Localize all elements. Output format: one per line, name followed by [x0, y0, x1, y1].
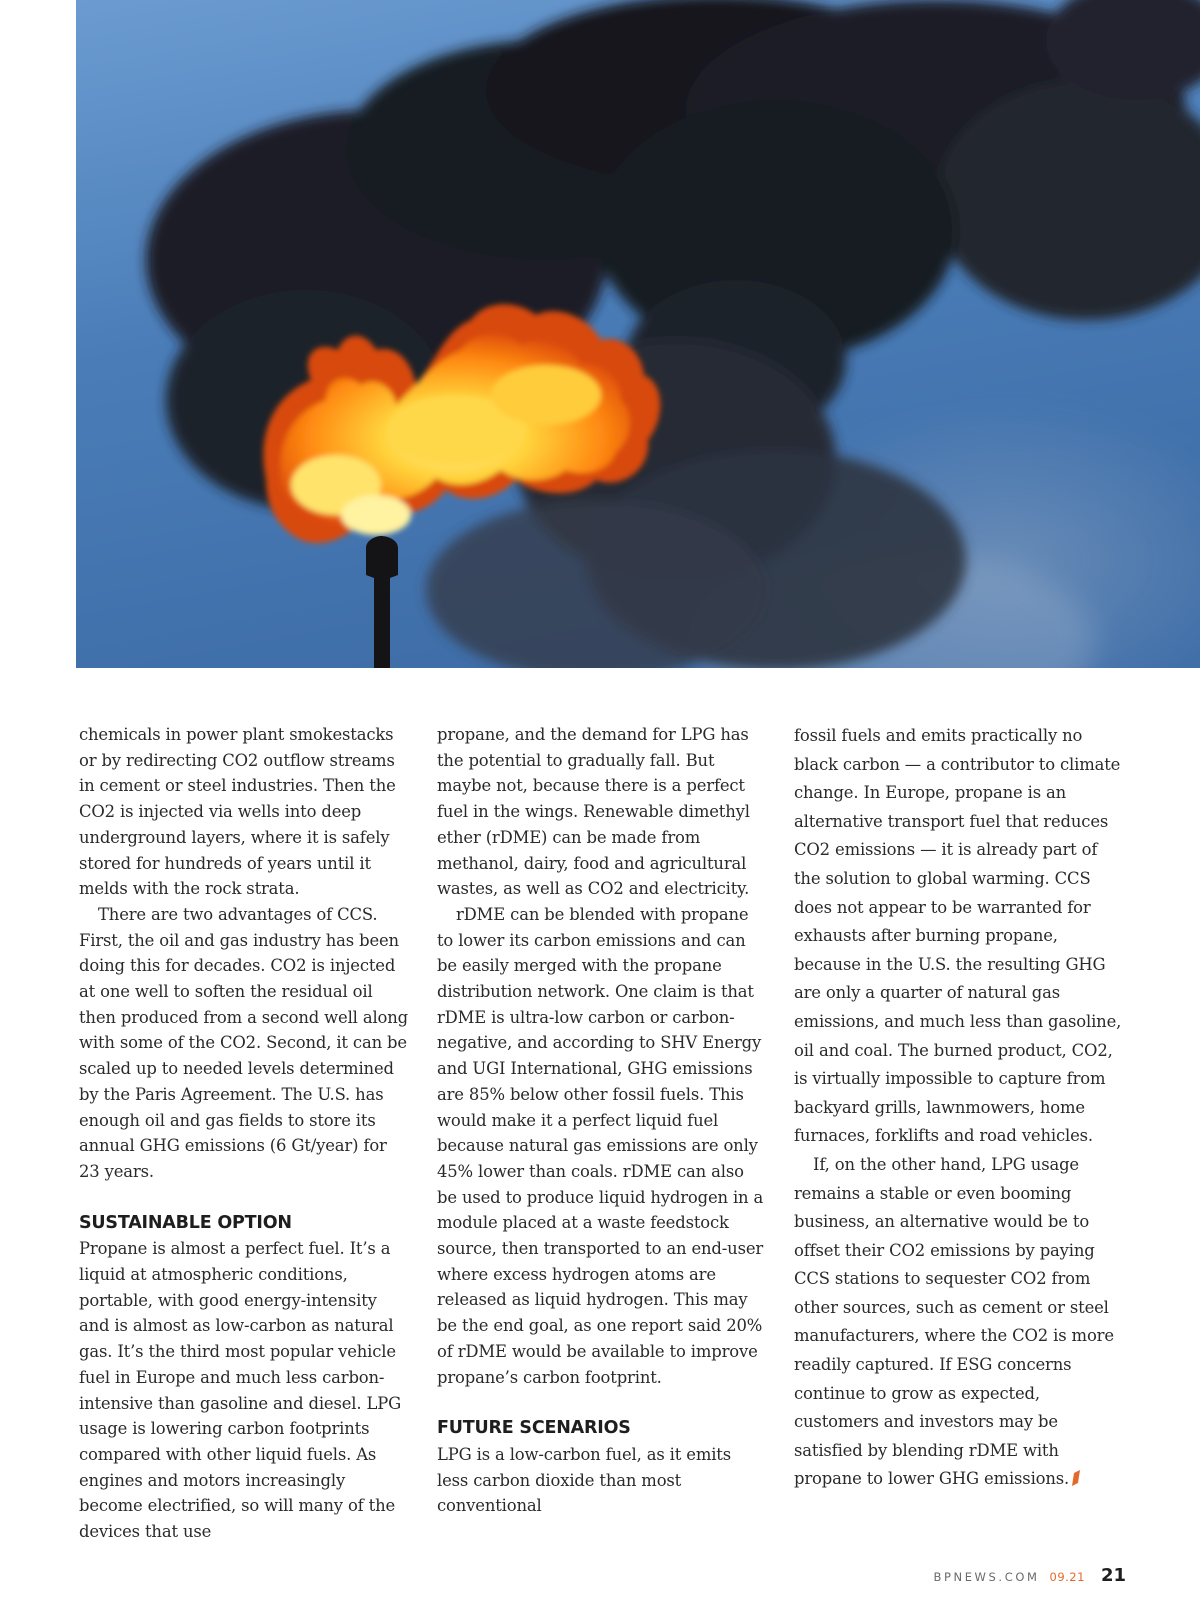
paragraph: chemicals in power plant smokestacks or by redirecting CO2 outflow streams in cement or steel industries. Then the CO2 is injected via wells into deep underground layers, where it is safely stored for hundreds of years until it melds with the rock strata. [79, 725, 396, 899]
website-url: BPNEWS.COM [933, 1570, 1040, 1584]
text-column-1 [79, 722, 409, 1545]
end-of-article-icon [1072, 1470, 1080, 1486]
paragraph: rDME can be blended with propane to lower its carbon emissions and can be easily merged with the propane distribution network. One claim is that rDME is ultra-low carbon or carbon-negative, and according to SHV Energy and UGI International, GHG emissions are 85% below other fossil fuels. This would make it a perfect liquid fuel because natural gas emissions are only 45% lower than coals. rDME can also be used to produce liquid hydrogen in a module placed at a waste feedstock source, then transported to an end-user where excess hydrogen atoms are released as liquid hydrogen. This may be the end goal, as one report said 20% of rDME would be available to improve propane’s carbon footprint. [437, 904, 764, 1387]
paragraph: fossil fuels and emits practically no black carbon — a contributor to climate change. In Europe, propane is an alternative transport fuel that reduces CO2 emissions — it is already part of the solution to global warming. CCS does not appear to be warranted for exhausts after burning propane, because in the U.S. the resulting GHG are only a quarter of natural gas emissions, and much less than gasoline, oil and coal. The burned product, CO2, is virtually impossible to capture from backyard grills, lawnmowers, home furnaces, forklifts and road vehicles. [794, 726, 1122, 1146]
section-heading-future-scenarios: FUTURE SCENARIOS [437, 1418, 631, 1439]
paragraph-text: If, on the other hand, LPG usage remains a stable or even booming business, an alternative would be to offset their CO2 emissions by paying CCS stations to sequester CO2 from other sources, such as cement or steel manufacturers, where the CO2 is more readily captured. If ESG concerns continue to grow as expected, customers and investors may be satisfied by blending rDME with propane to lower GHG emissions. [794, 1154, 1114, 1489]
paragraph: LPG is a low-carbon fuel, as it emits less carbon dioxide than most conventional [437, 1444, 732, 1516]
paragraph: There are two advantages of CCS. First, the oil and gas industry has been doing this for decades. CO2 is injected at one well to soften the residual oil then produced from a second well along with some of the CO2. Second, it can be scaled up to needed levels determined by the Paris Agreement. The U.S. has enough oil and gas fields to store its annual GHG emissions (6 Gt/year) for 23 years. [79, 904, 409, 1181]
flare-stack-image [76, 0, 1200, 668]
paragraph: propane, and the demand for LPG has the potential to gradually fall. But maybe not, because there is a perfect fuel in the wings. Renewable dimethyl ether (rDME) can be made from methanol, dairy, food and agricultural wastes, as well as CO2 and electricity. [437, 725, 750, 899]
hero-photo [76, 0, 1200, 668]
text-column-2 [437, 722, 767, 1519]
page-footer [933, 1565, 1126, 1586]
section-heading-sustainable-option: SUSTAINABLE OPTION [79, 1212, 292, 1233]
page-number: 21 [1100, 1565, 1126, 1586]
paragraph: Propane is almost a perfect fuel. It’s a liquid at atmospheric conditions, portable, with good energy-intensity and is almost as low-carbon as natural gas. It’s the third most popular vehicle fuel in Europe and much less carbon-intensive than gasoline and diesel. LPG usage is lowering carbon footprints compared with other liquid fuels. As engines and motors increasingly become electrified, so will many of the devices that use [79, 1239, 402, 1542]
paragraph-final [794, 1151, 1124, 1494]
issue-date: 09.21 [1049, 1570, 1085, 1584]
text-column-3 [794, 722, 1124, 1494]
